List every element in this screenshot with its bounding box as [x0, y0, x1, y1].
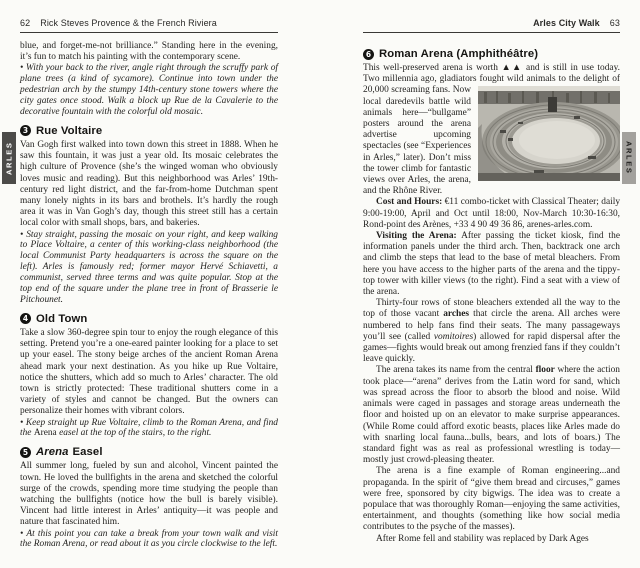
propaganda-paragraph: The arena is a fine example of Roman engineering...and propaganda. In the spirit of “give them bread and circuses,” games were free, sponsored by city bigwigs. The idea was to create a populace that was thoroughly Roman—enjoying the same activities, entertainment, and thoughts (something like how social media contributes to the psyche of the masses).	[363, 466, 620, 533]
arena-photo	[478, 86, 620, 181]
left-page-section-tab: ARLES	[2, 132, 16, 184]
arena-intro-paragraph: This well-preserved arena is worth ▲▲ and is still in use today. Two millennia ago, gladiators fought wild animals to the delight of 20,000 screaming fans. Now local daredevils battle wild animals here—“bullgame” posters around the arena advertise upcoming spectacles (see “Experiences in Arles,” later). Don’t miss the tower climb for fantastic views over Arles, the arena, and the Rhône River.	[363, 63, 620, 197]
section-title-italic: Arena	[36, 446, 69, 459]
book-title: Rick Steves Provence & the French Riviera	[40, 18, 217, 28]
visiting-label: Visiting the Arena:	[376, 231, 457, 242]
section-number-badge: 3	[20, 125, 31, 136]
section-heading-rue-voltaire	[20, 125, 278, 137]
section-title: Old Town	[36, 312, 88, 325]
left-page-content	[20, 33, 278, 550]
continued-paragraph: blue, and forget-me-not brilliance.” Standing here in the evening, it’s fun to match his painting with the contemporary scene.	[20, 41, 278, 63]
section-title: Roman Arena (Amphithéâtre)	[379, 48, 539, 60]
section-number-badge: 6	[363, 49, 374, 60]
right-page-section-tab: ARLES	[622, 132, 636, 184]
section-heading-roman-arena	[363, 48, 620, 60]
section-body-arena-easel: All summer long, fueled by sun and alcohol, Vincent painted the town. He loved the bullfights in the arena and sketched the colorful surge of the crowds, spending more time studying the people than watching the bullfights (notice how the bull is barely visible). Vincent had little interest in Arles’ antiquity—it was people and nature that fascinated him.	[20, 461, 278, 528]
section-heading-old-town	[20, 313, 278, 325]
section-heading-arena-easel	[20, 446, 278, 458]
arches-paragraph: Thirty-four rows of stone bleachers extended all the way to the top of those vacant arches that circle the arena. All arches were numbered to help fans find their seats. The many passageways you’ll see (called vomitoires) allowed for rapid dispersal after the games—fights would break out among frenzied fans if they couldn’t leave quickly.	[363, 298, 620, 365]
section-number-badge: 5	[20, 447, 31, 458]
floor-paragraph: The arena takes its name from the central floor where the action took place—“arena” derives from the Latin word for sand, which was spread across the floor to absorb the blood and noise. Wild animals were caged in passages and storage areas underneath the floor and hoisted up on an elevator to make surprise appearances. (While Rome could afford exotic beasts, places like Arles made do with snarling local fauna...bulls, bears, and lots of boars.) The standard fight was as real as professional wrestling is today—mostly just crowd-pleasing theater.	[363, 365, 620, 466]
page-63	[363, 0, 620, 545]
dark-ages-paragraph: After Rome fell and stability was replaced by Dark Ages	[376, 533, 589, 544]
cost-and-hours-paragraph: Cost and Hours: €11 combo-ticket with Classical Theater; daily 9:00-19:00, April and Oct until 18:00, Nov-March 10:30-16:30, Rond-point des Arènes, +33 4 90 49 36 86, arenes-arles.com.	[363, 197, 621, 230]
chapter-title: Arles City Walk	[533, 18, 600, 28]
page-number-left: 62	[20, 18, 31, 28]
right-page-content	[363, 33, 620, 545]
page-62	[20, 0, 278, 550]
walking-direction-arena-easel: • At this point you can take a break from your town walk and visit the Roman Arena, or read about it as you circle clockwise to the left.	[20, 528, 278, 550]
walking-direction-place-voltaire: • Stay straight, passing the mosaic on your right, and keep walking to Place Voltaire, a center of this working-class neighborhood (the local Communist Party headquarters is across the square on the left). Arles is famously red; former mayor Hervé Schiavetti, a communist, served three terms and was quite popular. Stop at the top end of the square under the plane tree in front of Brasserie le Pitchounet.	[20, 229, 278, 305]
visiting-the-arena-paragraph: Visiting the Arena: After passing the ticket kiosk, find the information panels under the third arch. Then, backtrack one arch and climb the steps that lead to the base of metal bleachers. From here you have access to the higher parts of the arena and the tippy-top tower with killer views (to the right). Find a seat with a view of the arena.	[363, 231, 620, 298]
section-title: Rue Voltaire	[36, 124, 103, 137]
section-number-badge: 4	[20, 313, 31, 324]
walking-direction-intro: • With your back to the river, angle right through the scruffy park of plane trees (a kind of sycamore). Continue into town under the pedestrian arch by the stumpy 14th-century stone towers where the city gates once stood. Walk a block up Rue de la Cavalerie to the decorative fountain with the colorful old mosaic.	[20, 63, 278, 118]
right-running-header	[363, 18, 620, 33]
section-title: Easel	[72, 446, 103, 459]
section-body-rue-voltaire: Van Gogh first walked into town down this street in 1888. When he saw this fountain, it was just a year old. Its mosaic celebrates the high culture of Provence (she’s the winged woman who obviously loves music and reading). But this neighborhood was Arles’ 19th-century red light district, and the far-from-home Dutchman spent many lonely nights in its bars and brothels. It’s hardly the rough area it was in Van Gogh’s day, though this street still has a certain local color with small shops, bars, and bakeries.	[20, 139, 278, 229]
cost-and-hours-label: Cost and Hours:	[376, 197, 443, 208]
left-running-header	[20, 18, 278, 33]
walking-direction-old-town: • Keep straight up Rue Voltaire, climb to the Roman Arena, and find the Arena easel at the top of the stairs, to the right.	[20, 417, 278, 439]
page-number-right: 63	[609, 18, 620, 28]
section-body-old-town: Take a slow 360-degree spin tour to enjoy the rough elegance of this setting. Pretend you’re a one-eared painter looking for a place to set up your easel. The stony beige arches of the ancient Roman Arena ahead mark your next destination. As you hike up Rue Voltaire, notice the shutters, which add so much to Arles’ character. The old town is strictly protected: These traditional shutters come in a variety of styles and cannot be changed. But the owners can personalize their homes with vibrant colors.	[20, 327, 278, 417]
